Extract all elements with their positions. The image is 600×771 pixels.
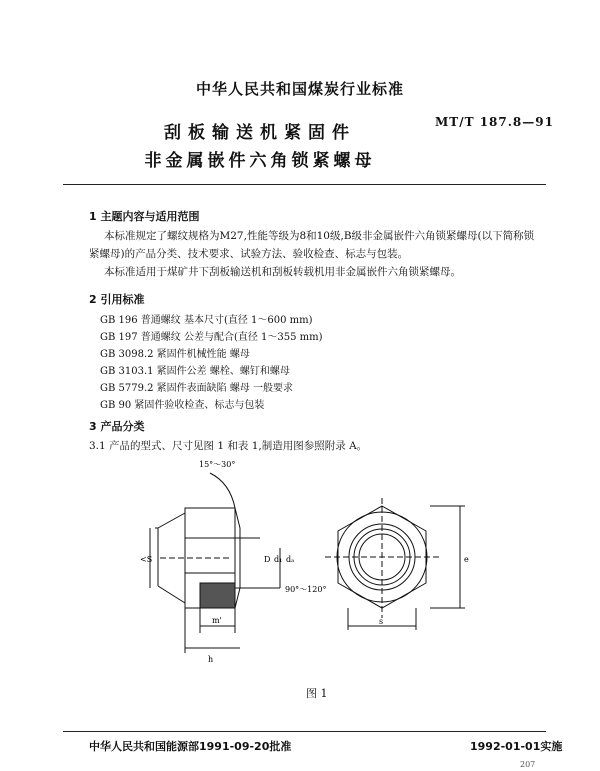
section-3-heading: 3 产品分类 [89, 420, 145, 433]
angle-label-side: 90°～120° [285, 585, 327, 594]
dim-h: h [208, 655, 214, 664]
dim-e: e [464, 555, 469, 564]
title-divider [63, 184, 546, 185]
dim-dk: d₁ [274, 555, 283, 564]
standard-number: MT/T 187.8—91 [435, 115, 554, 129]
section-1-para-2: 本标准适用于煤矿井下刮板输送机和刮板转载机用非金属嵌件六角锁紧螺母。 [104, 266, 461, 278]
ref-item: GB 3098.2 紧固件机械性能 螺母 [100, 349, 250, 360]
dim-s: s [379, 617, 384, 626]
dim-da: dₐ [286, 555, 295, 564]
figure-1-drawing [120, 458, 520, 678]
figure-caption: 图 1 [306, 687, 328, 700]
section-3-1-text: 3.1 产品的型式、尺寸见图 1 和表 1,制造用图参照附录 A。 [89, 440, 368, 452]
page-number: 207 [520, 760, 536, 769]
title-line-2: 非金属嵌件六角锁紧螺母 [144, 151, 376, 171]
approval-text: 中华人民共和国能源部1991-09-20批准 [89, 740, 292, 753]
section-1-heading: 1 主题内容与适用范围 [89, 210, 200, 223]
section-1-para-1b: 紧螺母)的产品分类、技术要求、试验方法、验收检查、标志与包装。 [89, 248, 409, 260]
section-2-heading: 2 引用标准 [89, 293, 145, 306]
issuing-org-header: 中华人民共和国煤炭行业标准 [195, 80, 404, 98]
dim-m: m' [212, 616, 222, 625]
ref-item: GB 90 紧固件验收检查、标志与包装 [100, 400, 265, 411]
effective-date: 1992-01-01实施 [470, 740, 563, 753]
ref-item: GB 3103.1 紧固件公差 螺栓、螺钉和螺母 [100, 366, 290, 377]
section-1-para-1a: 本标准规定了螺纹规格为M27,性能等级为8和10级,B级非金属嵌件六角锁紧螺母(以下简称锁 [104, 230, 535, 242]
ref-item: GB 197 普通螺纹 公差与配合(直径 1～355 mm) [100, 332, 323, 343]
angle-label-top: 15°～30° [199, 460, 236, 469]
footer-divider [63, 731, 546, 732]
title-line-1: 刮板输送机紧固件 [164, 123, 356, 143]
dim-s-left: <S [140, 555, 153, 564]
ref-item: GB 5779.2 紧固件表面缺陷 螺母 一般要求 [100, 383, 294, 394]
dim-d: D [264, 555, 271, 564]
ref-item: GB 196 普通螺纹 基本尺寸(直径 1～600 mm) [100, 315, 313, 326]
